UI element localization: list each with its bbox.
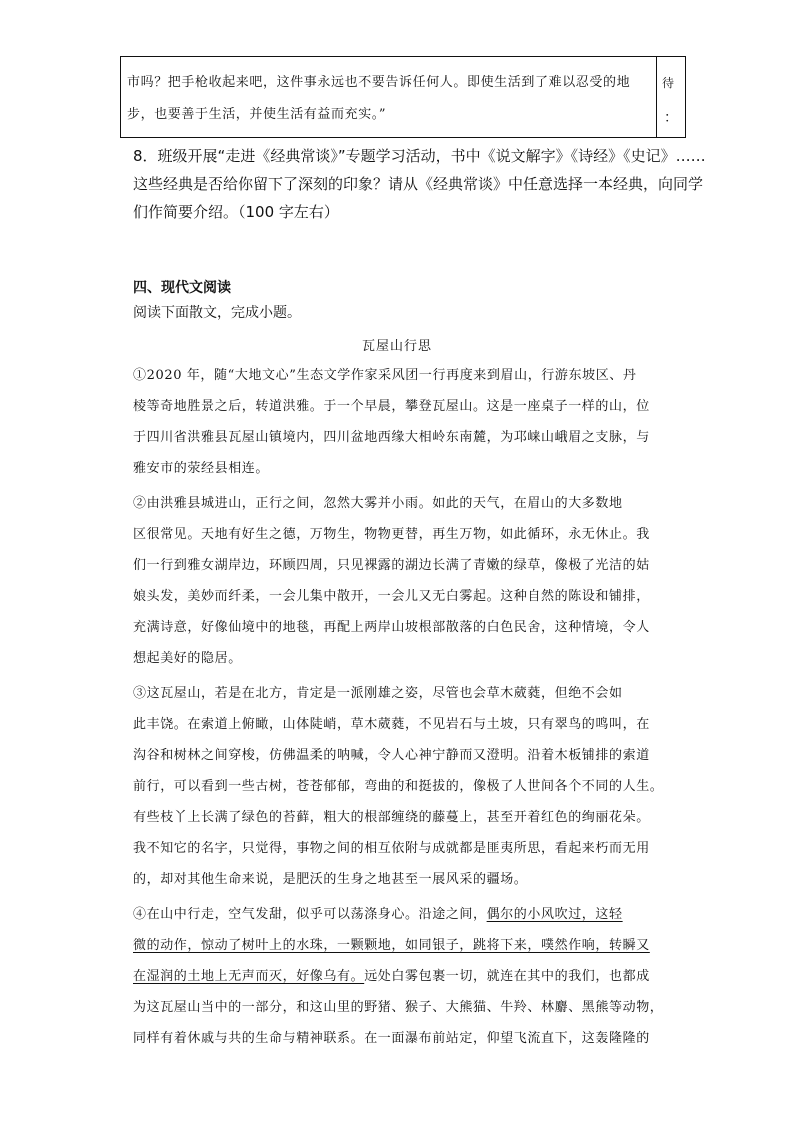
paragraph-4 (133, 899, 673, 1054)
underlined-text: 在湿润的土地上无声而灭，好像乌有。 (133, 969, 365, 984)
paragraph-2 (133, 488, 673, 674)
text-line: ③这瓦屋山，若是在北方，肯定是一派刚雄之姿，尽管也会草木葳蕤，但绝不会如 (133, 686, 623, 701)
text-line (133, 899, 673, 930)
text-line (133, 930, 673, 961)
quote-line: 步，也要善于生活，并使生活有益而充实。” (127, 107, 387, 122)
text-span: ④在山中行走，空气发甜，似乎可以荡涤身心。沿途之间， (133, 907, 487, 922)
article-body (133, 360, 673, 1058)
text-line: 此丰饶。在索道上俯瞰，山体陡峭，草木葳蕤，不见岩石与土坡，只有翠鸟的鸣叫，在 (133, 717, 650, 732)
quote-side-char: 待 (662, 76, 675, 90)
question-line: 8．班级开展“走进《经典常谈》”专题学习活动，书中《说文解字》《诗经》《史记》…… (133, 147, 706, 165)
text-line: 的，却对其他生命来说，是肥沃的生身之地甚至一展风采的疆场。 (133, 872, 528, 887)
text-line: 前行，可以看到一些古树，苍苍郁郁，弯曲的和挺拔的，像极了人世间各个不同的人生。 (133, 779, 664, 794)
text-line: 雅安市的荥经县相连。 (133, 461, 270, 476)
text-line: ②由洪雅县城进山，正行之间，忽然大雾并小雨。如此的天气，在眉山的大多数地 (133, 496, 623, 511)
text-line: 棱等奇地胜景之后，转道洪雅。于一个早晨，攀登瓦屋山。这是一座桌子一样的山，位 (133, 399, 650, 414)
text-line: ①2020 年，随“大地文心”生态文学作家采风团一行再度来到眉山，行游东坡区、丹 (133, 368, 637, 383)
text-line: 沟谷和树林之间穿梭，仿佛温柔的呐喊，令人心神宁静而又澄明。沿着木板铺排的索道 (133, 748, 650, 763)
text-line (133, 961, 673, 992)
section-title: 四、现代文阅读 (133, 280, 231, 296)
question-line: 们作简要介绍。（100 字左右） (133, 203, 339, 221)
question-line: 这些经典是否给你留下了深刻的印象？请从《经典常谈》中任意选择一本经典，向同学 (133, 175, 704, 193)
text-line: 于四川省洪雅县瓦屋山镇境内，四川盆地西缘大相岭东南麓，为邛崃山峨眉之支脉，与 (133, 430, 650, 445)
paragraph-1 (133, 360, 673, 484)
text-line: 区很常见。天地有好生之德，万物生，物物更替，再生万物，如此循环，永无休止。我 (133, 527, 650, 542)
text-line: 我不知它的名字，只觉得，事物之间的相互依附与成就都是匪夷所思，看起来朽而无用 (133, 841, 650, 856)
underlined-text: 偶尔的小风吹过，这轻 (486, 907, 623, 922)
text-line: 想起美好的隐居。 (133, 651, 242, 666)
text-span: 远处白雾包裹一切，就连在其中的我们，也都成 (364, 969, 650, 984)
quote-line: 市吗？把手枪收起来吧，这件事永远也不要告诉任何人。即使生活到了难以忍受的地 (127, 75, 631, 90)
text-line: 充满诗意，好像仙境中的地毯，再配上两岸山坡根部散落的白色民舍，这种情境，令人 (133, 620, 650, 635)
paragraph-3 (133, 678, 673, 895)
quote-side-colon: ： (664, 110, 678, 126)
quote-cell (121, 57, 657, 137)
article-title: 瓦屋山行思 (361, 339, 432, 354)
text-line: 为这瓦屋山当中的一部分，和这山里的野猪、猴子、大熊猫、牛羚、林麝、黑熊等动物， (133, 1000, 664, 1015)
section-instruction: 阅读下面散文，完成小题。 (133, 305, 301, 321)
quote-table (120, 56, 686, 138)
underlined-text: 微的动作，惊动了树叶上的水珠，一颗颗地，如同银子，跳将下来，噗然作响，转瞬又 (133, 938, 650, 953)
text-line: 有些枝丫上长满了绿色的苔藓，粗大的根部缠绕的藤蔓上，甚至开着红色的绚丽花朵。 (133, 810, 650, 825)
text-line: 娘头发，美妙而纤柔，一会儿集中散开，一会儿又无白雾起。这种自然的陈设和铺排， (133, 589, 650, 604)
text-line: 们一行到雅女湖岸边，环顾四周，只见裸露的湖边长满了青嫩的绿草，像极了光洁的姑 (133, 558, 650, 573)
quote-side-cell (658, 57, 686, 137)
question-8 (133, 142, 706, 226)
text-line: 同样有着休戚与共的生命与精神联系。在一面瀑布前站定，仰望飞流直下，这轰隆隆的 (133, 1031, 650, 1046)
